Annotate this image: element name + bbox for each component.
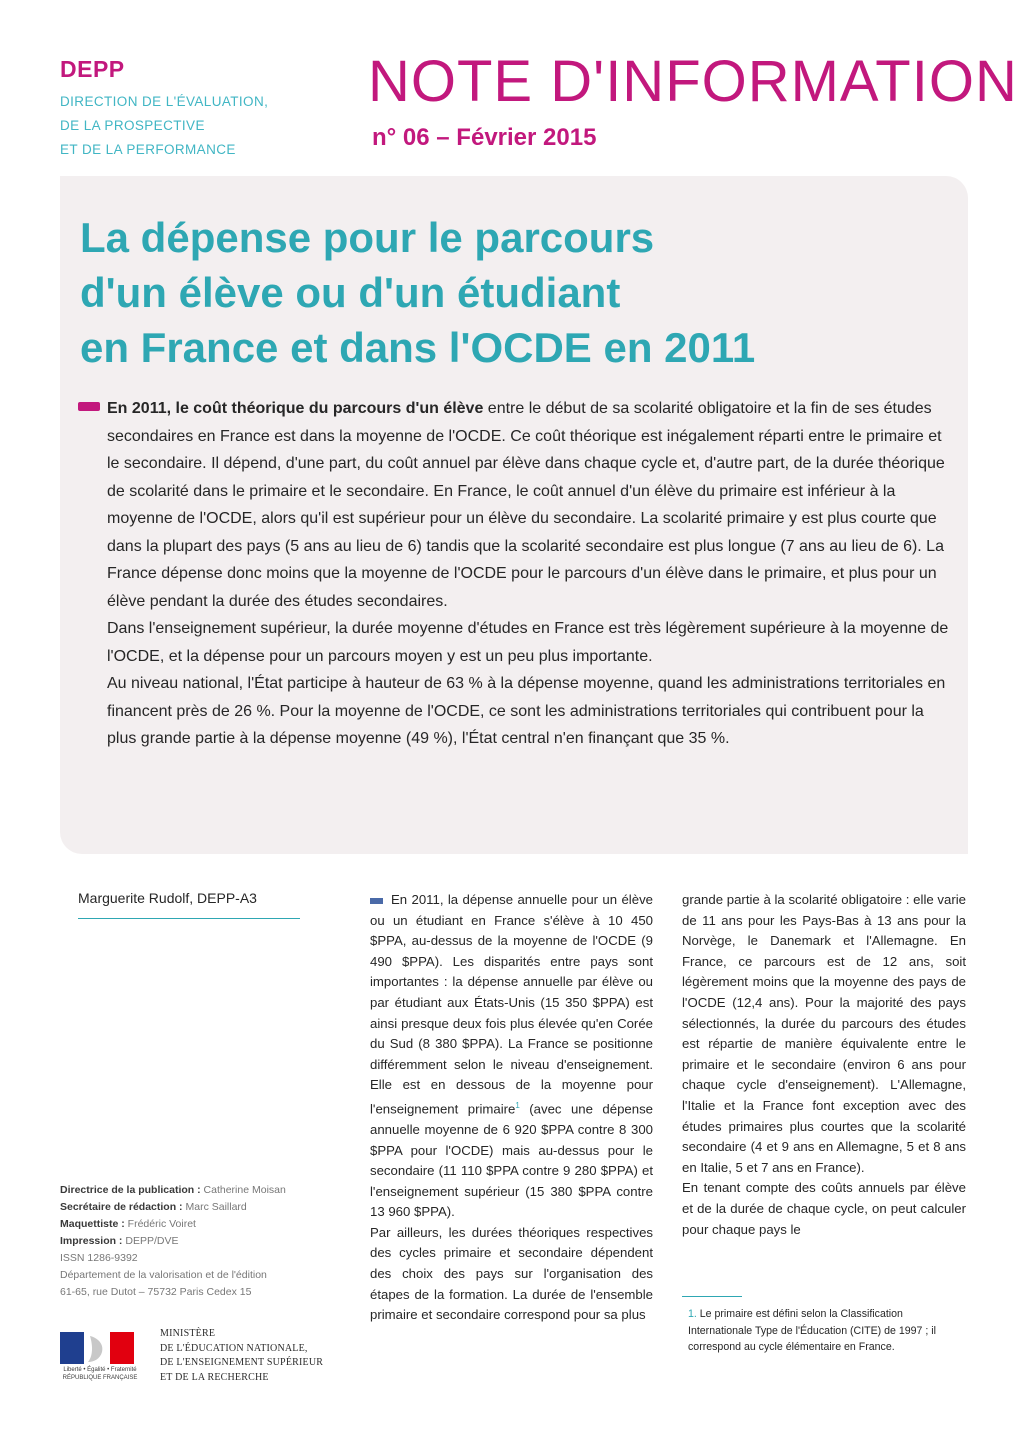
title-line: La dépense pour le parcours [80,214,655,261]
credit-value: 61-65, rue Dutot – 75732 Paris Cedex 15 [60,1286,252,1298]
org-name: DEPP [60,56,125,82]
title-line: d'un élève ou d'un étudiant [80,269,621,316]
summary-paragraph: Au niveau national, l'État participe à hauteur de 63 % à la dépense moyenne, quand les administrations territoriales en financent près de 26 %. Pour la moyenne de l'OCDE, ce sont les administrations territoriales qui contribuent pour la plus grande partie à la dépense moyenne (49 %), l'État central n'en finançant que 35 %. [107,675,946,747]
ministry-line: DE L'ENSEIGNEMENT SUPÉRIEUR [160,1357,324,1368]
credit-value: DEPP/DVE [122,1235,179,1247]
title-line: en France et dans l'OCDE en 2011 [80,324,756,371]
credit-value: Frédéric Voiret [124,1218,196,1230]
org-full-name [60,90,268,162]
credits [60,1182,340,1301]
marianne-flag-logo [60,1332,134,1364]
footnote-divider [682,1296,742,1297]
ministry-line: ET DE LA RECHERCHE [160,1371,269,1383]
body-text: En 2011, la dépense annuelle pour un élève ou un étudiant en France s'élève à 10 450 $PPA, au-dessus de la moyenne de l'OCDE (9 490 $PPA). Les disparités entre pays sont importantes : la dépense annuelle par élève ou par étudiant aux États-Unis (15 350 $PPA) est ainsi presque deux fois plus élevée qu'en Corée du Sud (8 380 $PPA). La France se positionne différemment selon le niveau d'enseignement. Elle est en dessous de la moyenne pour l'enseignement primaire [370,892,653,1117]
publication-title: NOTE D'INFORMATION [368,49,1018,114]
summary-paragraph: Dans l'enseignement supérieur, la durée moyenne d'études en France est très légèrement supérieure à la moyenne de l'OCDE, et la dépense pour un parcours moyen y est un peu plus importante. [107,620,949,665]
credit-label: Secrétaire de rédaction : [60,1201,183,1213]
org-line: DIRECTION DE L'ÉVALUATION, [60,94,269,109]
body-column-1 [370,890,653,1326]
footnote-number: 1. [688,1308,697,1320]
body-paragraph [370,890,653,1223]
summary-lead-bold: En 2011, le coût théorique du parcours d'un élève [107,400,484,417]
logo-caption [58,1366,142,1382]
author-byline: Marguerite Rudolf, DEPP-A3 [78,890,257,906]
summary-text [107,395,955,753]
summary-lead-rest: entre le début de sa scolarité obligatoire et la fin de ses études secondaires en France est dans la moyenne de l'OCDE. Ce coût théorique est inégalement réparti entre le primaire et le secondaire. Il dépend, d'une part, du coût annuel par élève dans chaque cycle et, d'autre part, de la durée théorique de scolarité dans le primaire et le secondaire. En France, le coût annuel d'un élève du primaire est inférieur à la moyenne de l'OCDE, alors qu'il est supérieur pour un élève du secondaire. La scolarité primaire y est plus courte que dans la plupart des pays (5 ans au lieu de 6) tandis que la scolarité secondaire est plus longue (7 ans au lieu de 6). La France dépense donc moins que la moyenne de l'OCDE pour le parcours d'un élève dans le primaire, et plus pour un élève pendant la durée des études secondaires. [107,400,945,610]
logo-republic: RÉPUBLIQUE FRANÇAISE [62,1375,138,1381]
footnote-ref: 1 [515,1100,520,1110]
ministry-line: DE L'ÉDUCATION NATIONALE, [160,1342,308,1354]
credit-value: Département de la valorisation et de l'édition [60,1269,267,1281]
summary-paragraph [107,395,955,615]
footnote [688,1306,966,1356]
credit-line [60,1267,340,1284]
article-title [80,210,940,375]
credit-label: Impression : [60,1235,123,1247]
footnote-text: Le primaire est défini selon la Classification Internationale Type de l'Éducation (CITE) de 1997 ; il correspond au cycle élémentaire en France. [688,1308,936,1354]
issue-number: n° 06 – Février 2015 [372,124,597,151]
ministry-name [160,1327,323,1385]
credit-value: ISSN 1286-9392 [60,1252,138,1264]
credit-value: Marc Saillard [182,1201,247,1213]
lead-marker [78,402,100,411]
paragraph-marker [370,898,383,904]
ministry-line: MINISTÈRE [160,1328,216,1339]
body-paragraph: En tenant compte des coûts annuels par élève et de la durée de chaque cycle, on peut calculer pour chaque pays le [682,1180,966,1237]
body-text: (avec une dépense annuelle moyenne de 6 920 $PPA contre 8 300 $PPA pour l'OCDE) mais au-dessus pour le secondaire (11 110 $PPA contre 9 280 $PPA) et l'enseignement supérieur (15 380 $PPA contre 13 960 $PPA). [370,1101,654,1220]
credit-line [60,1199,340,1216]
credit-value: Catherine Moisan [200,1184,286,1196]
body-paragraph: grande partie à la scolarité obligatoire : elle varie de 11 ans pour les Pays-Bas à 13 ans pour la Norvège, le Danemark et l'Allemagne. En France, ce parcours est de 12 ans, soit légèrement moins que la moyenne des pays de l'OCDE (12,4 ans). Pour la majorité des pays sélectionnés, la durée du parcours des études est répartie de manière équivalente entre le primaire et le secondaire (environ 6 ans pour chaque cycle d'enseignement). L'Allemagne, l'Italie et la France font exception avec des études primaires plus courtes que la scolarité secondaire (4 et 9 ans en Allemagne, 5 et 8 ans en Italie, 5 et 7 ans en France). [682,892,966,1175]
credit-line [60,1182,340,1199]
org-line: DE LA PROSPECTIVE [60,118,205,133]
org-line: ET DE LA PERFORMANCE [60,142,236,157]
body-paragraph: Par ailleurs, les durées théoriques respectives des cycles primaire et secondaire dépendent des choix des pays sur l'organisation des étapes de la formation. La durée de l'ensemble primaire et secondaire correspond pour sa plus [370,1224,653,1323]
credit-line [60,1233,340,1250]
byline-divider [78,918,300,919]
credit-line [60,1250,340,1267]
credit-label: Maquettiste : [60,1218,125,1230]
logo-motto: Liberté • Égalité • Fraternité [63,1367,137,1373]
credit-line [60,1284,340,1301]
body-column-2 [682,890,966,1240]
credit-line [60,1216,340,1233]
credit-label: Directrice de la publication : [60,1184,201,1196]
